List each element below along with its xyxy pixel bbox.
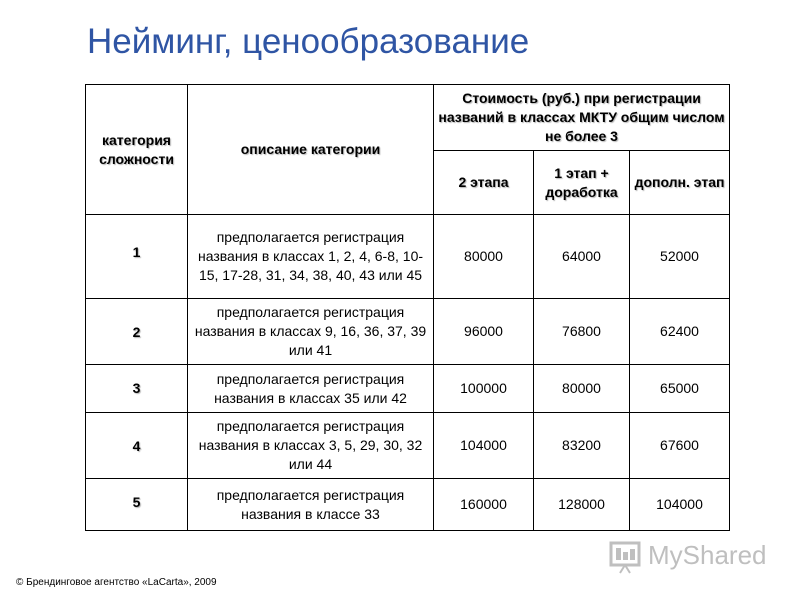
- header-cost-group: Стоимость (руб.) при регистрации названий в классах МКТУ общим числом не более 3: [434, 85, 730, 151]
- category-description: предполагается регистрация названия в классах 9, 16, 36, 37, 39 или 41: [188, 299, 434, 365]
- header-category: категория сложности: [86, 85, 188, 215]
- table-row: [86, 479, 730, 531]
- presentation-board-icon: [608, 538, 644, 574]
- price-two-stages: 104000: [434, 413, 534, 479]
- price-two-stages: 80000: [434, 215, 534, 299]
- category-description: предполагается регистрация названия в классе 33: [188, 479, 434, 531]
- price-one-stage-rework: 83200: [534, 413, 630, 479]
- price-one-stage-rework: 76800: [534, 299, 630, 365]
- pricing-table: [85, 84, 730, 531]
- price-extra-stage: 104000: [630, 479, 730, 531]
- table-row: [86, 413, 730, 479]
- table-row: [86, 299, 730, 365]
- table-row: [86, 215, 730, 299]
- subheader-extra-stage: дополн. этап: [630, 151, 730, 215]
- watermark-text: MyShared: [648, 540, 767, 570]
- price-extra-stage: 52000: [630, 215, 730, 299]
- table-row: [86, 365, 730, 413]
- price-extra-stage: 62400: [630, 299, 730, 365]
- subheader-two-stages: 2 этапа: [434, 151, 534, 215]
- copyright-footer: © Брендинговое агентство «LaCarta», 2009: [16, 577, 217, 588]
- price-one-stage-rework: 80000: [534, 365, 630, 413]
- price-extra-stage: 67600: [630, 413, 730, 479]
- myshared-logo: [608, 538, 768, 574]
- category-number: 4: [86, 413, 188, 479]
- subheader-one-stage-rework: 1 этап + доработка: [534, 151, 630, 215]
- table-header-row: [86, 85, 730, 151]
- price-two-stages: 100000: [434, 365, 534, 413]
- category-number: 5: [86, 479, 188, 531]
- category-number: 3: [86, 365, 188, 413]
- price-one-stage-rework: 64000: [534, 215, 630, 299]
- price-two-stages: 160000: [434, 479, 534, 531]
- header-description: описание категории: [188, 85, 434, 215]
- category-description: предполагается регистрация названия в классах 1, 2, 4, 6-8, 10-15, 17-28, 31, 34, 38, 40, 43 или 45: [188, 215, 434, 299]
- category-number: 2: [86, 299, 188, 365]
- price-two-stages: 96000: [434, 299, 534, 365]
- category-description: предполагается регистрация названия в классах 3, 5, 29, 30, 32 или 44: [188, 413, 434, 479]
- category-number: 1: [86, 215, 188, 299]
- page-title: Нейминг, ценообразование: [87, 22, 530, 61]
- price-extra-stage: 65000: [630, 365, 730, 413]
- price-one-stage-rework: 128000: [534, 479, 630, 531]
- category-description: предполагается регистрация названия в классах 35 или 42: [188, 365, 434, 413]
